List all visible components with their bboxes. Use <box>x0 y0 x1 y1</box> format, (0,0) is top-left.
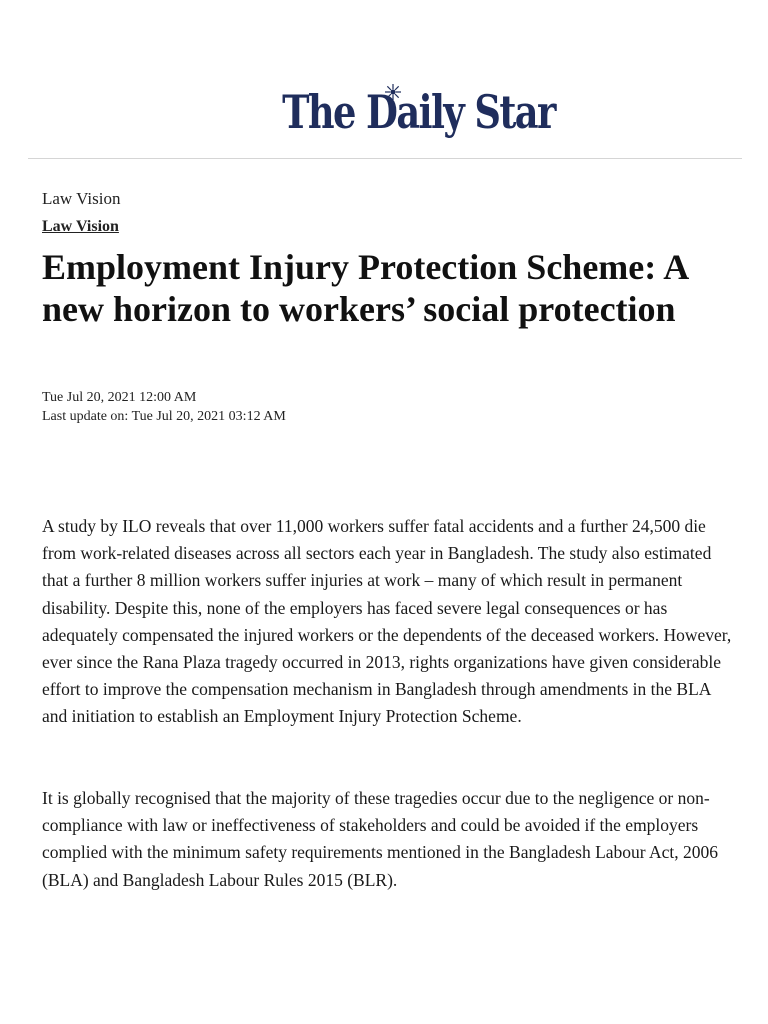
section-link[interactable]: Law Vision <box>42 218 119 235</box>
header-divider <box>28 158 742 159</box>
updated-label: Last update on: <box>42 409 129 424</box>
article-headline: Employment Injury Protection Scheme: A new horizon to workers’ social protection <box>42 247 688 329</box>
article-paragraph: It is globally recognised that the majority of these tragedies occur due to the negligence or non-compliance with law or ineffectiveness of stakeholders and could be avoided if the employers complied with the minimum safety requirements mentioned in the Bangladesh Labour Act, 2006 (BLA) and Bangladesh Labour Rules 2015 (BLR). <box>42 788 719 890</box>
masthead <box>0 0 768 159</box>
published-date: Tue Jul 20, 2021 12:00 AM <box>42 390 197 405</box>
site-logo[interactable] <box>248 84 555 140</box>
logo-text: The Daily Star <box>282 85 555 139</box>
article-paragraph: A study by ILO reveals that over 11,000 workers suffer fatal accidents and a further 24,500 die from work-related diseases across all sectors each year in Bangladesh. The study also estimated that a further 8 million workers suffer injuries at work – many of which result in permanent disability. Despite this, none of the employers has faced severe legal consequences or has adequately compensated the injured workers or the dependents of the deceased workers. However, ever since the Rana Plaza tragedy occurred in 2013, rights organizations have given considerable effort to improve the compensation mechanism in Bangladesh through amendments in the BLA and initiation to establish an Employment Injury Protection Scheme. <box>42 516 732 727</box>
updated-date-line <box>42 407 286 426</box>
section-label: Law Vision <box>42 189 121 208</box>
updated-date: Tue Jul 20, 2021 03:12 AM <box>131 409 286 424</box>
